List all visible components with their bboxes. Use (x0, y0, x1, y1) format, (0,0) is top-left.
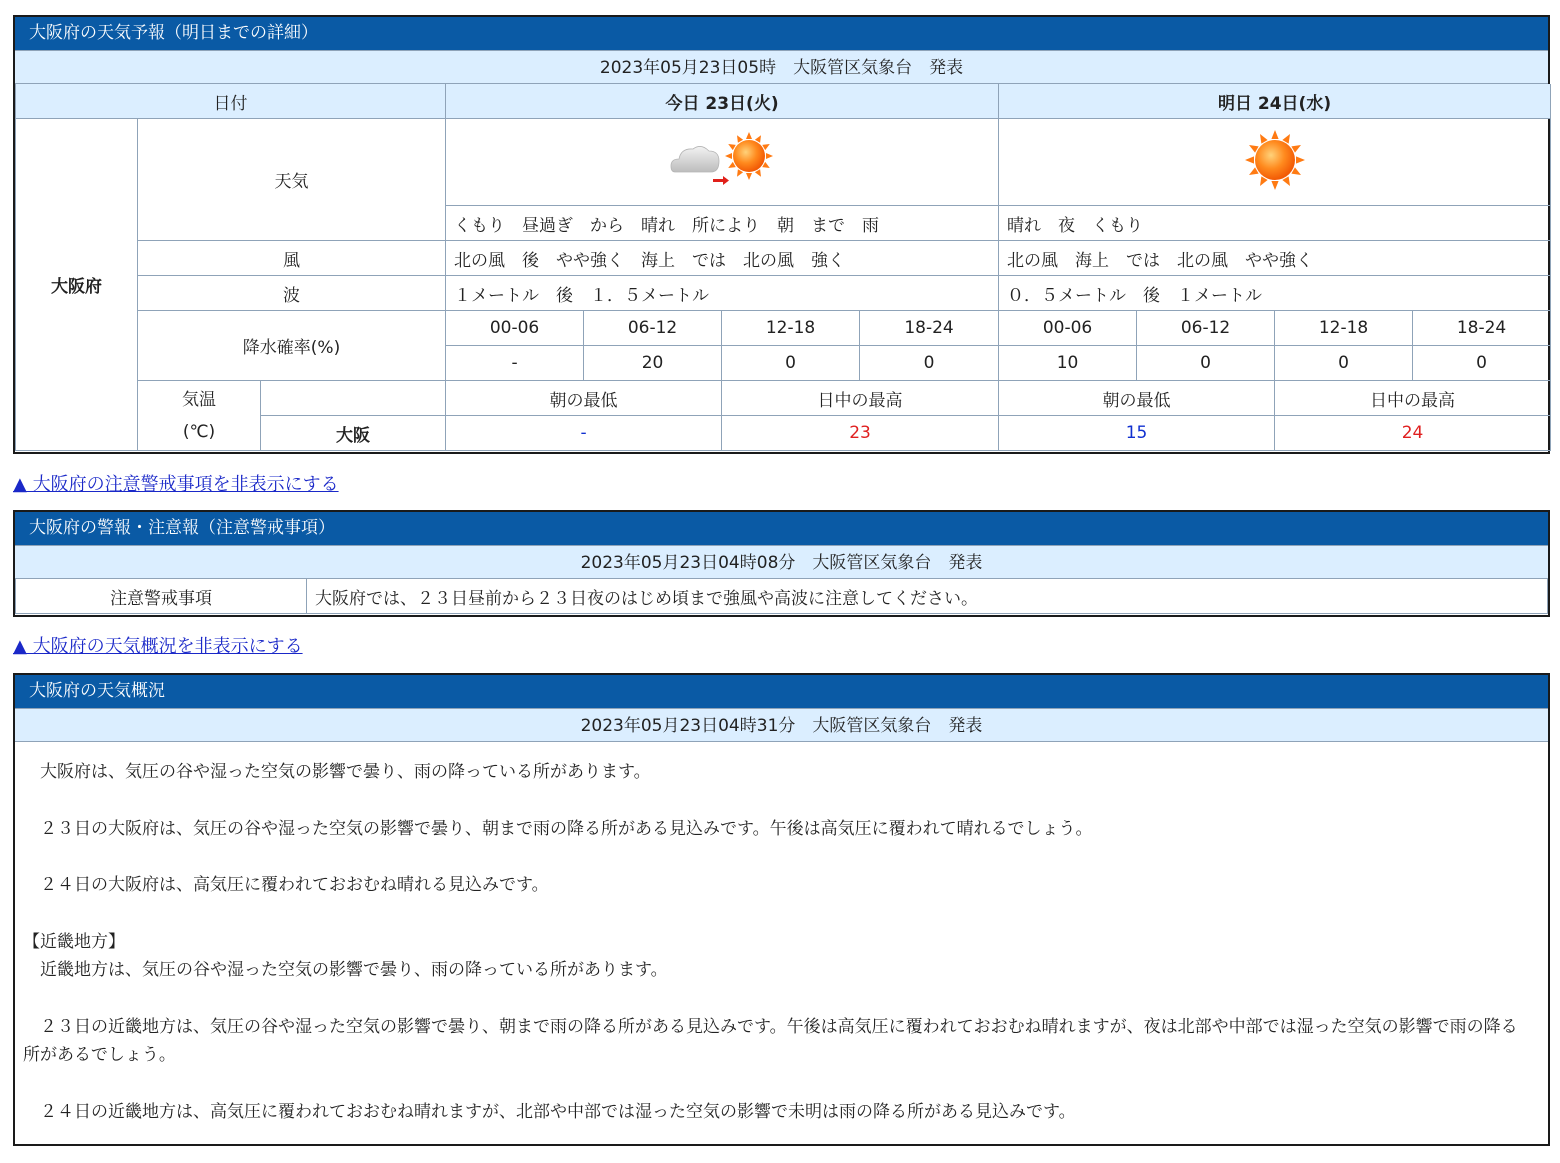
temp-label: 気温 (182, 389, 216, 410)
row-label-weather: 天気 (138, 119, 446, 241)
today-min-temp: - (446, 416, 722, 451)
hide-overview-link[interactable]: ▲ 大阪府の天気概況を非表示にする (13, 636, 303, 657)
temp-header-today-max: 日中の最高 (722, 381, 999, 416)
tomorrow-weather-text: 晴れ 夜 くもり (999, 206, 1551, 241)
overview-paragraph: ２４日の大阪府は、高気圧に覆われておおむね晴れる見込みです。 (23, 875, 549, 896)
row-label-temp (138, 381, 261, 451)
tomorrow-min-temp: 15 (999, 416, 1275, 451)
today-max-temp: 23 (722, 416, 999, 451)
tomorrow-header: 明日 24日(水) (999, 84, 1551, 119)
temp-header-tomorrow-min: 朝の最低 (999, 381, 1275, 416)
cloudy-then-sunny-icon (667, 130, 777, 190)
tomorrow-weather-icon-cell (999, 119, 1551, 206)
pop-today-value: - (446, 346, 584, 381)
overview-paragraph: 近畿地方は、気圧の谷や湿った空気の影響で曇り、雨の降っている所があります。 (23, 960, 668, 981)
pop-today-value: 0 (860, 346, 999, 381)
today-wind: 北の風 後 やや強く 海上 では 北の風 強く (446, 241, 999, 276)
overview-paragraph: 大阪府は、気圧の谷や湿った空気の影響で曇り、雨の降っている所があります。 (23, 762, 651, 782)
temp-header-tomorrow-max: 日中の最高 (1275, 381, 1551, 416)
tomorrow-wind: 北の風 海上 では 北の風 やや強く (999, 241, 1551, 276)
temp-header-today-min: 朝の最低 (446, 381, 722, 416)
pop-period: 06-12 (584, 311, 722, 346)
forecast-title: 大阪府の天気予報（明日までの詳細） (15, 17, 1548, 50)
warnings-label: 注意警戒事項 (16, 579, 307, 614)
overview-title: 大阪府の天気概況 (15, 675, 1548, 708)
pop-tomorrow-value: 0 (1413, 346, 1551, 381)
region-name: 大阪府 (16, 119, 138, 451)
forecast-table (15, 84, 1551, 451)
overview-paragraph: ２４日の近畿地方は、高気圧に覆われておおむね晴れますが、北部や中部では湿った空気の影響で未明は雨の降る所がある見込みです。 (23, 1101, 1076, 1122)
warnings-issued: 2023年05月23日04時08分 大阪管区気象台 発表 (15, 545, 1548, 579)
overview-body (15, 742, 1548, 1144)
overview-panel (13, 673, 1550, 1146)
sunny-icon (1243, 128, 1307, 192)
pop-period: 12-18 (722, 311, 860, 346)
row-label-pop: 降水確率(%) (138, 311, 446, 381)
pop-period: 18-24 (1413, 311, 1551, 346)
pop-period: 00-06 (446, 311, 584, 346)
overview-issued: 2023年05月23日04時31分 大阪管区気象台 発表 (15, 708, 1548, 742)
overview-paragraph: ２３日の近畿地方は、気圧の谷や湿った空気の影響で曇り、朝まで雨の降る所がある見込みです。午後は高気圧に覆われておおむね晴れますが、夜は北部や中部では湿った空気の影響で雨の降る所があるでしょう。 (23, 1016, 1518, 1065)
today-header: 今日 23日(火) (446, 84, 999, 119)
warnings-title: 大阪府の警報・注意報（注意警戒事項） (15, 512, 1548, 545)
today-weather-icon-cell (446, 119, 999, 206)
row-label-wind: 風 (138, 241, 446, 276)
kinki-heading: 【近畿地方】 (23, 931, 125, 952)
temp-station-blank (261, 381, 446, 416)
today-weather-text: くもり 昼過ぎ から 晴れ 所により 朝 まで 雨 (446, 206, 999, 241)
pop-period: 06-12 (1137, 311, 1275, 346)
pop-tomorrow-value: 10 (999, 346, 1137, 381)
forecast-panel (13, 15, 1550, 454)
today-wave: １メートル 後 １．５メートル (446, 276, 999, 311)
overview-paragraph: ２３日の大阪府は、気圧の谷や湿った空気の影響で曇り、朝まで雨の降る所がある見込みです。午後は高気圧に覆われて晴れるでしょう。 (23, 818, 1093, 839)
warnings-panel (13, 510, 1550, 617)
tomorrow-wave: ０．５メートル 後 １メートル (999, 276, 1551, 311)
row-label-wave: 波 (138, 276, 446, 311)
pop-period: 18-24 (860, 311, 999, 346)
pop-tomorrow-value: 0 (1275, 346, 1413, 381)
pop-today-value: 0 (722, 346, 860, 381)
tomorrow-max-temp: 24 (1275, 416, 1551, 451)
hide-warnings-link[interactable]: ▲ 大阪府の注意警戒事項を非表示にする (13, 474, 339, 495)
pop-today-value: 20 (584, 346, 722, 381)
date-header: 日付 (16, 84, 446, 119)
temp-station: 大阪 (261, 416, 446, 451)
pop-tomorrow-value: 0 (1137, 346, 1275, 381)
warnings-text: 大阪府では、２３日昼前から２３日夜のはじめ頃まで強風や高波に注意してください。 (307, 579, 1548, 614)
forecast-issued: 2023年05月23日05時 大阪管区気象台 発表 (15, 50, 1548, 84)
pop-period: 00-06 (999, 311, 1137, 346)
temp-unit: (℃) (182, 421, 216, 442)
pop-period: 12-18 (1275, 311, 1413, 346)
warnings-table (15, 579, 1548, 614)
